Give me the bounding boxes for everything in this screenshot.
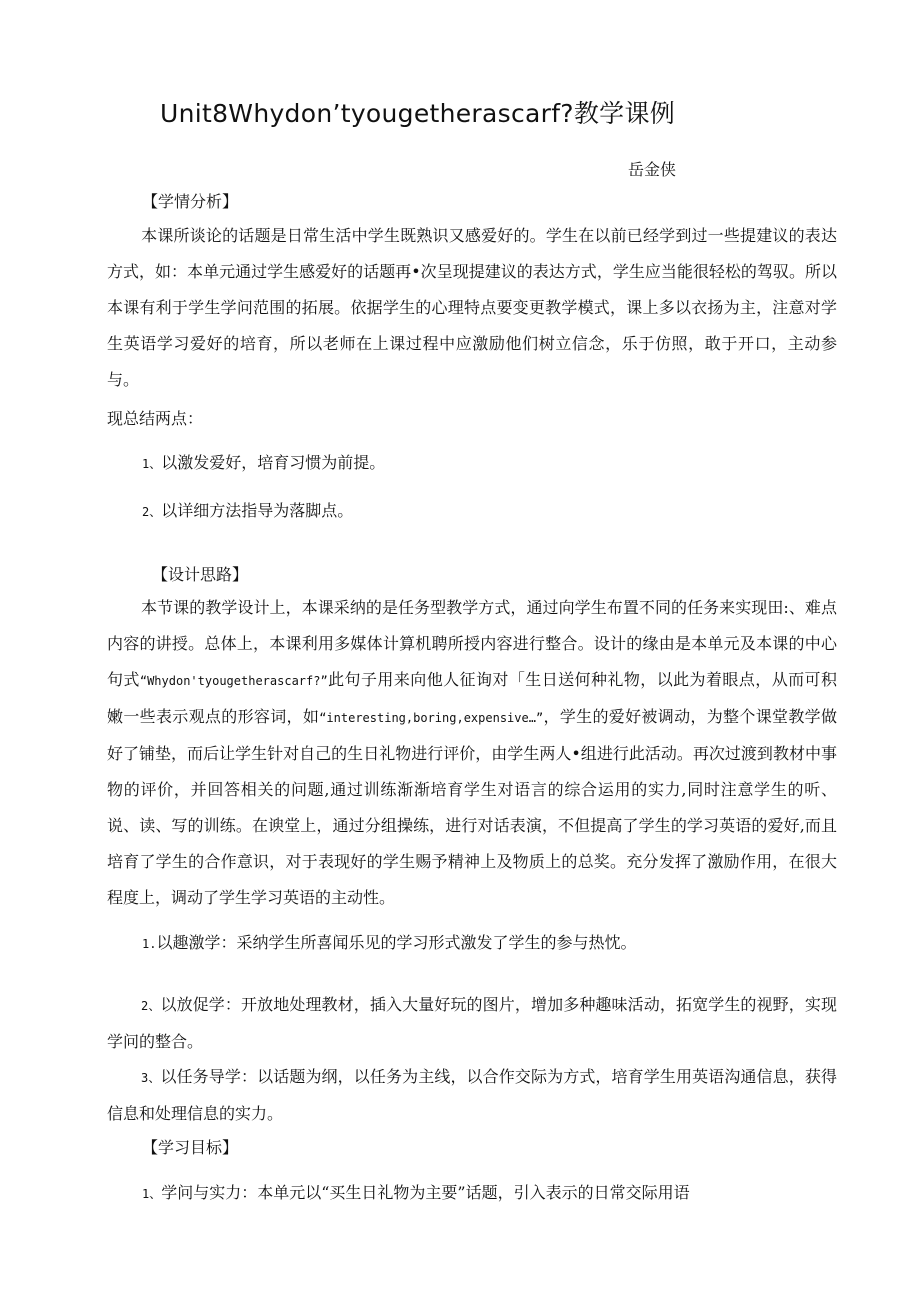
analysis-summary: 现总结两点： [107,409,204,428]
design-code-adjectives: “interesting,boring,expensive…” [319,711,544,725]
list-text: 以激发爱好，培育习惯为前提。 [161,453,386,472]
analysis-point-2 [142,498,353,521]
analysis-paragraph [107,218,837,398]
list-text: 以详细方法指导为落脚点。 [161,501,354,520]
document-title: Unit8Whydon’tyougetherascarf?教学课例 [160,99,676,128]
list-number: 1、 [142,457,162,471]
design-code-sentence: “Whydon'tyougetherascarf?” [139,674,328,688]
list-text: 以趣激学：采纳学生所喜闻乐见的学习形式激发了学生的参与热忱。 [156,933,637,952]
design-point-1 [142,930,636,953]
list-number: 1、 [142,1187,162,1201]
section-heading-goals: 【学习目标】 [142,1138,239,1157]
goals-point-1 [142,1180,690,1203]
analysis-point-1 [142,450,385,473]
analysis-paragraph-text: 本课所谈论的话题是日常生活中学生既熟识又感爱好的。学生在以前已经学到过一些提建议的表达方式，如：本单元通过学生感爱好的话题再•次呈现提建议的表达方式，学生应当能很轻松的驾驭。所以本课有利于学生学问范围的拓展。依据学生的心理特点要变更教学模式，课上多以衣扬为主，注意对学生英语学习爱好的培育，所以老师在上课过程中应激励他们树立信念，乐于仿照，敢于开口，主动参与。 [107,226,837,389]
section-heading-design: 【设计思路】 [152,565,249,584]
design-text-part-3: ，学生的爱好被调动，为整个课堂教学做好了铺垫，而后让学生针对自己的生日礼物进行评价，由学生两人•组进行此活动。再次过渡到教材中事物的评价，并回答相关的问题,通过训练渐渐培育学生对语言的综合运用的实力,同时注意学生的听、说、读、写的训练。在谀堂上，通过分组操练，进行对话表演，不但提高了学生的学习英语的爱好,而且培育了学生的合作意识，对于表现好的学生赐予精神上及物质上的总奖。充分发挥了激励作用，在很大程度上，调动了学生学习英语的主动性。 [107,707,837,907]
design-point-2 [107,987,837,1060]
design-text-part-1: 本节课的教学设计上，本课采纳的是任务型教学方式，通过向学生布置不同的任务来实现田:、难点内容的讲授。总体上，本课利用多媒体计算机聘所授内容进行整合。设计的缘由是本单元及本课的中心句式 [107,598,837,689]
list-number: 2、 [142,505,162,519]
author-name: 岳金侠 [628,160,677,179]
section-heading-analysis: 【学情分析】 [142,192,239,211]
design-point-3 [107,1059,837,1132]
design-text-part-2: 此句子用来向他人征询对「生日送何种礼物，以此为着眼点，从而可积嫩一些表示观点的形容词，如 [107,670,837,726]
list-text: 以放促学：开放地处理教材，插入大量好玩的图片，增加多种趣味活动，拓宽学生的视野，实现学问的整合。 [107,995,837,1051]
list-text: 学问与实力：本单元以“买生日礼物为主要”话题，引入表示的日常交际用语 [161,1183,690,1202]
design-paragraph [107,590,837,916]
list-number: 1. [142,937,157,951]
list-number: 3、 [141,1071,161,1085]
list-text: 以任务导学：以话题为纲，以任务为主线，以合作交际为方式，培育学生用英语沟通信息，获得信息和处理信息的实力。 [107,1067,837,1123]
list-number: 2、 [141,999,161,1013]
